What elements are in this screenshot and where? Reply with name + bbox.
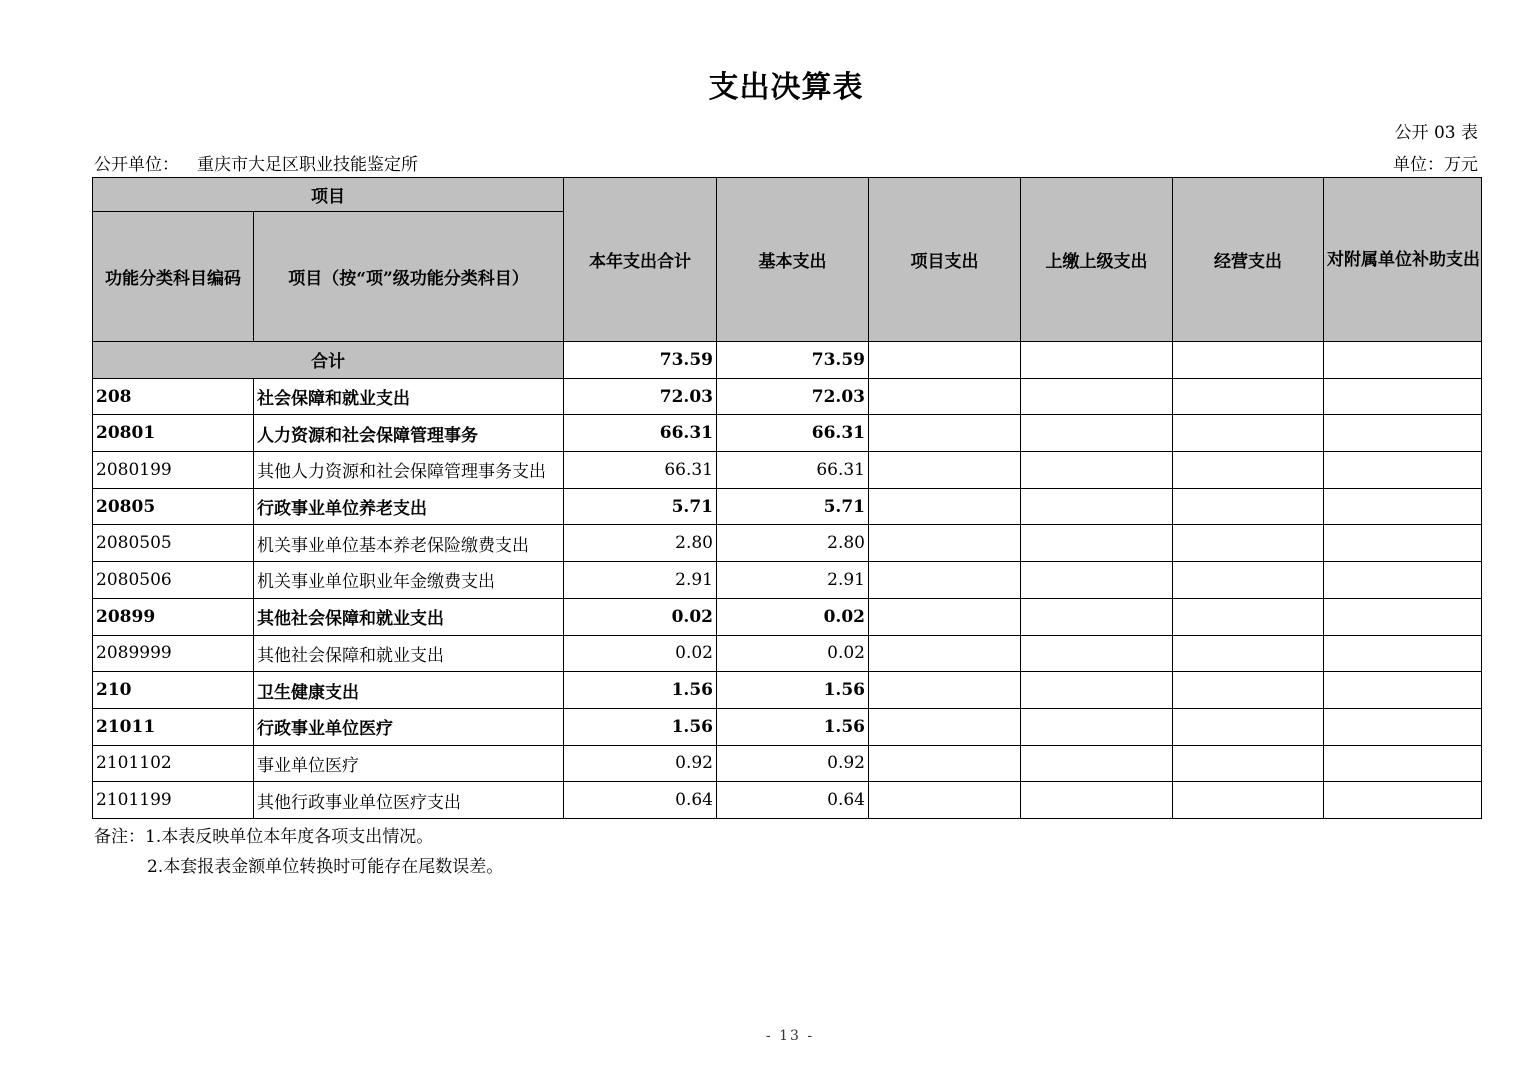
row-basic: 0.92 <box>717 745 869 782</box>
table-row <box>93 488 1482 525</box>
row-code: 2080506 <box>93 562 254 599</box>
row-basic: 0.02 <box>717 635 869 672</box>
table-row <box>93 562 1482 599</box>
empty-cell <box>1173 488 1324 525</box>
empty-cell <box>1324 488 1482 525</box>
row-item-name: 机关事业单位基本养老保险缴费支出 <box>254 525 564 562</box>
row-basic: 0.02 <box>717 598 869 635</box>
header-code: 功能分类科目编码 <box>93 212 254 342</box>
header-project-expenditure: 项目支出 <box>869 178 1021 342</box>
row-total: 66.31 <box>564 415 717 452</box>
header-subsidy: 对附属单位补助支出 <box>1324 178 1482 342</box>
notes <box>94 822 503 882</box>
row-item-name: 机关事业单位职业年金缴费支出 <box>254 562 564 599</box>
expenditure-table <box>92 177 1482 819</box>
empty-cell <box>1324 525 1482 562</box>
row-total: 2.91 <box>564 562 717 599</box>
row-code: 208 <box>93 378 254 415</box>
currency-unit: 单位：万元 <box>1393 155 1478 175</box>
row-basic: 1.56 <box>717 672 869 709</box>
row-basic: 5.71 <box>717 488 869 525</box>
empty-cell <box>1173 525 1324 562</box>
row-basic: 2.91 <box>717 562 869 599</box>
empty-cell <box>869 452 1021 489</box>
empty-cell <box>1021 708 1173 745</box>
empty-cell <box>1324 415 1482 452</box>
empty-cell <box>1173 782 1324 819</box>
row-total: 2.80 <box>564 525 717 562</box>
row-total: 0.02 <box>564 598 717 635</box>
empty-cell <box>869 525 1021 562</box>
note-2: 2.本套报表金额单位转换时可能存在尾数误差。 <box>147 857 504 877</box>
empty-cell <box>869 708 1021 745</box>
empty-cell <box>1324 708 1482 745</box>
row-item-name: 其他行政事业单位医疗支出 <box>254 782 564 819</box>
empty-cell <box>1173 708 1324 745</box>
header-item: 项目（按“项”级功能分类科目） <box>254 212 564 342</box>
header-total: 本年支出合计 <box>564 178 717 342</box>
empty-cell <box>1324 635 1482 672</box>
row-item-name: 事业单位医疗 <box>254 745 564 782</box>
empty-cell <box>1173 415 1324 452</box>
reporting-unit <box>94 150 418 175</box>
empty-cell <box>1173 745 1324 782</box>
empty-cell <box>869 488 1021 525</box>
empty-cell <box>1021 782 1173 819</box>
empty-cell <box>1324 378 1482 415</box>
empty-cell <box>869 378 1021 415</box>
row-code: 2101199 <box>93 782 254 819</box>
empty-cell <box>1173 562 1324 599</box>
empty-cell <box>1021 562 1173 599</box>
table-row <box>93 452 1482 489</box>
empty-cell <box>869 782 1021 819</box>
empty-cell <box>869 598 1021 635</box>
row-basic: 66.31 <box>717 415 869 452</box>
empty-cell <box>1324 452 1482 489</box>
empty-cell <box>1324 562 1482 599</box>
row-item-name: 行政事业单位养老支出 <box>254 488 564 525</box>
empty-cell <box>869 635 1021 672</box>
row-item-name: 行政事业单位医疗 <box>254 708 564 745</box>
empty-cell <box>869 415 1021 452</box>
row-item-name: 其他人力资源和社会保障管理事务支出 <box>254 452 564 489</box>
total-row <box>93 342 1482 379</box>
row-basic: 66.31 <box>717 452 869 489</box>
empty-cell <box>1173 342 1324 379</box>
row-code: 21011 <box>93 708 254 745</box>
row-item-name: 社会保障和就业支出 <box>254 378 564 415</box>
row-total: 66.31 <box>564 452 717 489</box>
row-item-name: 其他社会保障和就业支出 <box>254 635 564 672</box>
empty-cell <box>869 342 1021 379</box>
row-code: 2101102 <box>93 745 254 782</box>
table-row <box>93 782 1482 819</box>
empty-cell <box>1021 415 1173 452</box>
header-basic: 基本支出 <box>717 178 869 342</box>
empty-cell <box>1324 782 1482 819</box>
table-row <box>93 635 1482 672</box>
row-total: 0.64 <box>564 782 717 819</box>
row-basic: 0.64 <box>717 782 869 819</box>
header-operating: 经营支出 <box>1173 178 1324 342</box>
total-label: 合计 <box>93 342 564 379</box>
row-code: 20899 <box>93 598 254 635</box>
row-total: 1.56 <box>564 708 717 745</box>
empty-cell <box>1324 342 1482 379</box>
empty-cell <box>1324 598 1482 635</box>
empty-cell <box>1021 452 1173 489</box>
row-item-name: 人力资源和社会保障管理事务 <box>254 415 564 452</box>
empty-cell <box>1173 452 1324 489</box>
empty-cell <box>1021 598 1173 635</box>
table-row <box>93 378 1482 415</box>
table-body <box>93 342 1482 819</box>
table-row <box>93 745 1482 782</box>
empty-cell <box>869 562 1021 599</box>
table-row <box>93 525 1482 562</box>
row-total: 1.56 <box>564 672 717 709</box>
row-code: 20801 <box>93 415 254 452</box>
row-code: 2080505 <box>93 525 254 562</box>
empty-cell <box>869 745 1021 782</box>
table-row <box>93 598 1482 635</box>
table-row <box>93 415 1482 452</box>
empty-cell <box>1021 745 1173 782</box>
row-code: 2080199 <box>93 452 254 489</box>
row-basic: 2.80 <box>717 525 869 562</box>
empty-cell <box>1021 488 1173 525</box>
empty-cell <box>1021 672 1173 709</box>
row-item-name: 卫生健康支出 <box>254 672 564 709</box>
total-amount: 73.59 <box>564 342 717 379</box>
header-upper-level: 上缴上级支出 <box>1021 178 1173 342</box>
page-title: 支出决算表 <box>708 70 864 105</box>
org-name: 重庆市大足区职业技能鉴定所 <box>197 155 418 175</box>
empty-cell <box>1173 378 1324 415</box>
empty-cell <box>1021 378 1173 415</box>
note-1: 备注：1.本表反映单位本年度各项支出情况。 <box>94 827 434 847</box>
empty-cell <box>869 672 1021 709</box>
header-project: 项目 <box>93 178 564 212</box>
row-basic: 1.56 <box>717 708 869 745</box>
empty-cell <box>1173 635 1324 672</box>
empty-cell <box>1324 672 1482 709</box>
empty-cell <box>1173 672 1324 709</box>
page-number: - 13 - <box>765 1028 815 1044</box>
total-basic: 73.59 <box>717 342 869 379</box>
empty-cell <box>1324 745 1482 782</box>
unit-label: 公开单位： <box>94 155 179 175</box>
table-row <box>93 708 1482 745</box>
row-basic: 72.03 <box>717 378 869 415</box>
row-code: 20805 <box>93 488 254 525</box>
row-total: 5.71 <box>564 488 717 525</box>
row-code: 210 <box>93 672 254 709</box>
row-item-name: 其他社会保障和就业支出 <box>254 598 564 635</box>
empty-cell <box>1021 525 1173 562</box>
row-code: 2089999 <box>93 635 254 672</box>
form-number: 公开 03 表 <box>1394 123 1478 143</box>
empty-cell <box>1021 342 1173 379</box>
table-row <box>93 672 1482 709</box>
empty-cell <box>1173 598 1324 635</box>
row-total: 72.03 <box>564 378 717 415</box>
row-total: 0.02 <box>564 635 717 672</box>
empty-cell <box>1021 635 1173 672</box>
row-total: 0.92 <box>564 745 717 782</box>
